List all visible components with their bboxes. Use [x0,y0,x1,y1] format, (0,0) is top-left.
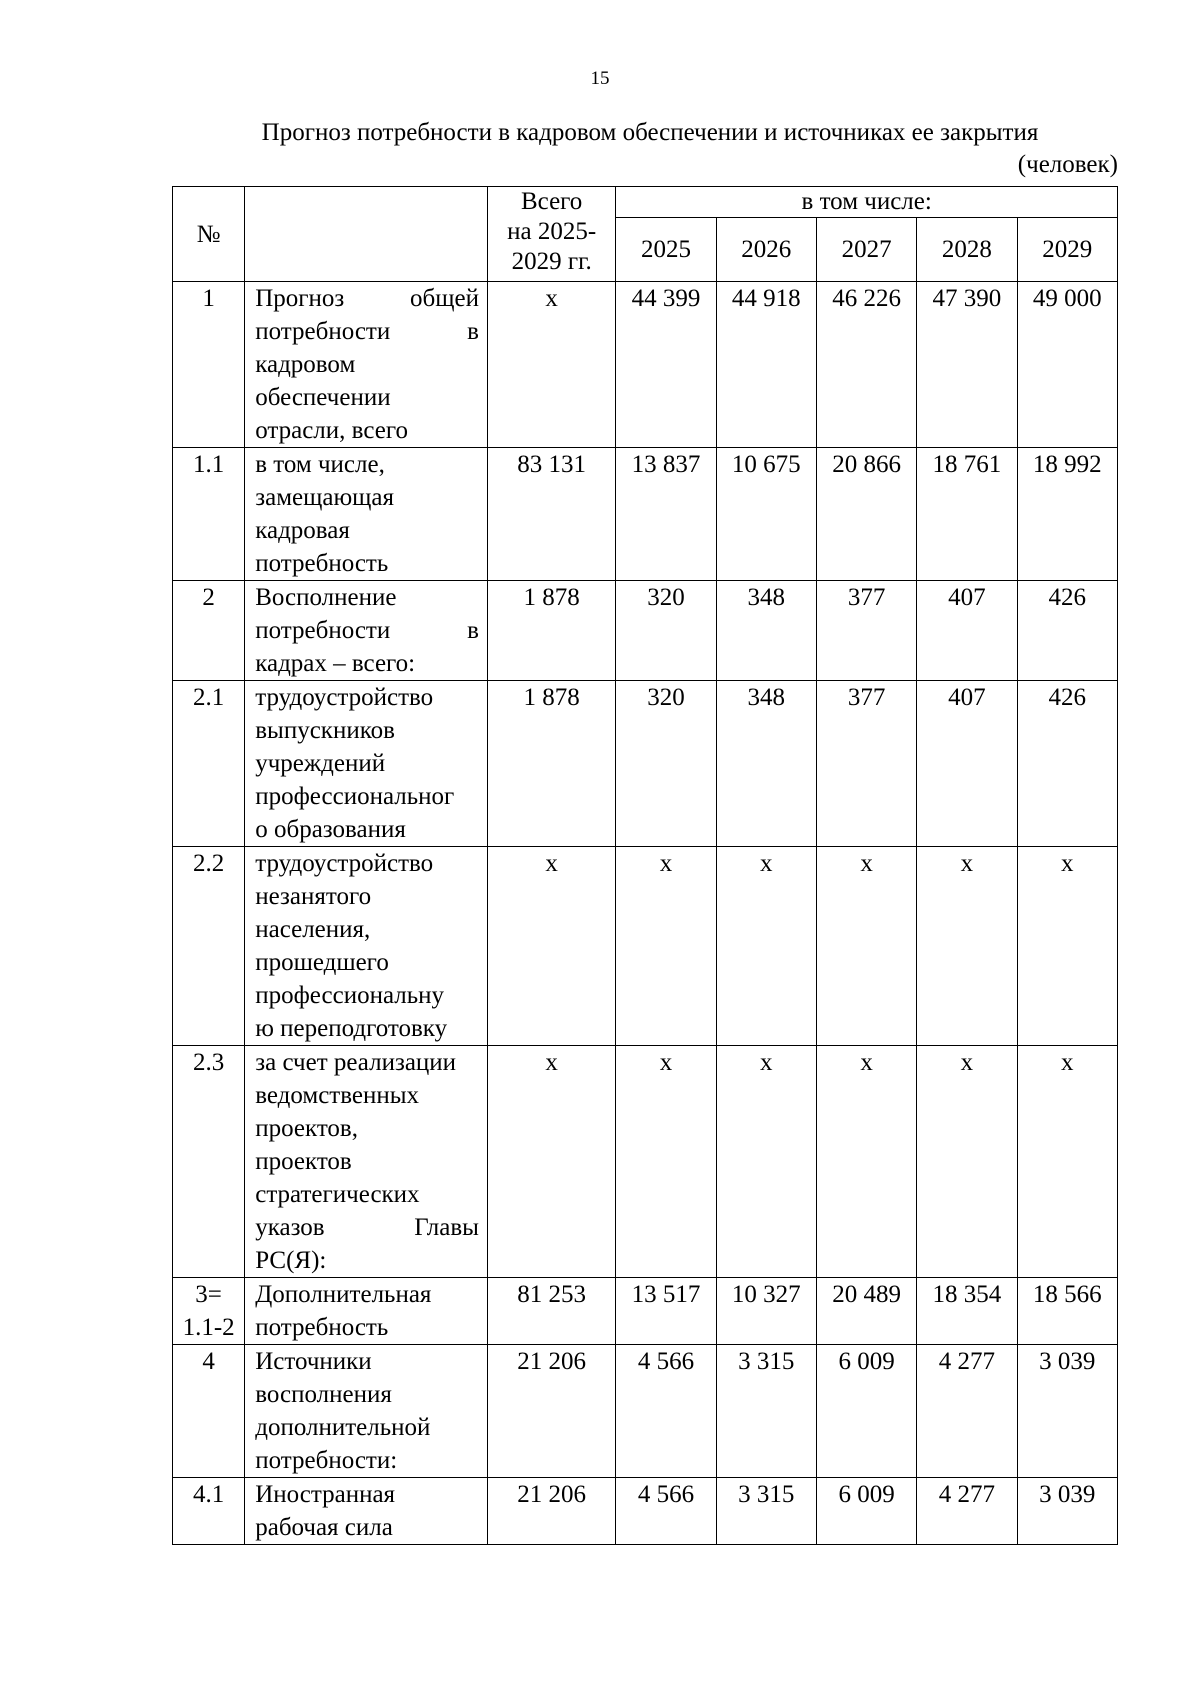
row-value-2027: x [816,847,916,1046]
row-indicator-name [245,847,488,1046]
row-indicator-line: потребность [255,1314,389,1341]
row-indicator-name [245,581,488,681]
row-total-2025-2029: 1 878 [487,581,615,681]
row-value-2026: x [716,847,816,1046]
row-indicator-line: кадровом [255,351,356,378]
row-value-2028: 407 [917,581,1017,681]
row-value-2026: 3 315 [716,1345,816,1478]
header-including: в том числе: [616,187,1118,218]
row-value-2028: 4 277 [917,1478,1017,1545]
row-value-2027: 20 489 [816,1278,916,1345]
row-value-2025: 13 837 [616,448,716,581]
row-indicator-line: проектов [255,1148,352,1175]
row-indicator-name [245,1278,488,1345]
row-number-line: 4 [202,1348,215,1375]
row-value-2029: x [1017,847,1117,1046]
row-value-2026: 10 327 [716,1278,816,1345]
row-indicator-line: восполнения [255,1381,392,1408]
header-year-2026: 2026 [716,218,816,282]
header-year-2029: 2029 [1017,218,1117,282]
row-indicator-line: Восполнение [255,584,397,611]
row-number [173,581,245,681]
row-indicator-line: учреждений [255,750,386,777]
row-indicator-name [245,448,488,581]
row-indicator-line: РС(Я): [255,1247,327,1274]
row-total-2025-2029: 21 206 [487,1478,615,1545]
row-number-line: 2.3 [192,1049,225,1076]
header-name [245,187,488,282]
row-value-2029: 49 000 [1017,282,1117,448]
forecast-table [172,186,1118,1545]
table-row [173,581,1118,681]
row-number [173,1345,245,1478]
table-body [173,282,1118,1545]
header-total [487,187,615,282]
row-indicator-line: стратегических [255,1181,420,1208]
row-indicator-line: Иностранная [255,1481,396,1508]
row-indicator-line: Источники [255,1348,372,1375]
row-value-2028: x [917,1046,1017,1278]
document-title: Прогноз потребности в кадровом обеспечении и источниках ее закрытия [261,119,1039,146]
row-indicator-name [245,1046,488,1278]
header-row [173,187,1118,218]
row-value-2026: x [716,1046,816,1278]
row-value-2028: 407 [917,681,1017,847]
row-number-line: 4.1 [192,1481,225,1508]
row-total-2025-2029: 81 253 [487,1278,615,1345]
row-indicator-line: профессиональног [255,783,455,810]
row-number-line: 1.1-2 [182,1314,235,1341]
row-indicator-line: в том числе, [255,451,385,478]
row-indicator-line: замещающая [255,484,394,511]
row-value-2025: x [616,1046,716,1278]
row-value-2025: 320 [616,581,716,681]
row-value-2029: 426 [1017,681,1117,847]
table-row [173,282,1118,448]
row-value-2028: x [917,847,1017,1046]
row-value-2025: 4 566 [616,1345,716,1478]
row-total-2025-2029: x [487,282,615,448]
header-total-line: Всего [521,188,583,215]
row-indicator-line: рабочая сила [255,1514,393,1541]
unit-label: (человек) [1017,151,1118,178]
header-total-line: 2029 гг. [511,248,592,275]
row-value-2026: 348 [716,581,816,681]
row-total-2025-2029: 1 878 [487,681,615,847]
row-indicator-line: выпускников [255,717,395,744]
row-value-2029: x [1017,1046,1117,1278]
table-header [173,187,1118,282]
row-number-line: 3= [195,1281,222,1308]
table-row [173,847,1118,1046]
row-indicator-line: ю переподготовку [255,1015,448,1042]
table-row [173,1046,1118,1278]
row-indicator-line: трудоустройство [255,850,434,877]
row-value-2028: 47 390 [917,282,1017,448]
row-indicator-line: отрасли, всего [255,417,408,444]
row-value-2027: x [816,1046,916,1278]
row-indicator-name [245,282,488,448]
row-number [173,681,245,847]
row-indicator-line: потребности в [255,318,479,345]
row-value-2027: 377 [816,681,916,847]
row-number [173,1478,245,1545]
row-indicator-name [245,681,488,847]
row-value-2027: 6 009 [816,1478,916,1545]
row-indicator-line: указов Главы [255,1214,479,1241]
header-year-2028: 2028 [917,218,1017,282]
row-value-2026: 44 918 [716,282,816,448]
row-indicator-line: Прогноз общей [255,285,479,312]
row-value-2026: 10 675 [716,448,816,581]
row-indicator-line: кадрах – всего: [255,650,416,677]
row-indicator-line: профессиональну [255,982,445,1009]
row-number [173,1278,245,1345]
row-indicator-line: потребности: [255,1447,398,1474]
row-indicator-line: Дополнительная [255,1281,432,1308]
row-indicator-line: трудоустройство [255,684,434,711]
row-value-2025: 320 [616,681,716,847]
row-indicator-line: незанятого [255,883,372,910]
row-indicator-name [245,1345,488,1478]
row-number-line: 1.1 [192,451,225,478]
table-row [173,1345,1118,1478]
row-indicator-line: населения, [255,916,371,943]
row-total-2025-2029: x [487,847,615,1046]
row-indicator-line: обеспечении [255,384,391,411]
row-value-2027: 377 [816,581,916,681]
table-row [173,1278,1118,1345]
row-value-2025: 44 399 [616,282,716,448]
row-number [173,847,245,1046]
table-row [173,448,1118,581]
row-value-2027: 6 009 [816,1345,916,1478]
row-value-2028: 18 354 [917,1278,1017,1345]
row-value-2025: x [616,847,716,1046]
row-indicator-line: проектов, [255,1115,358,1142]
row-indicator-line: за счет реализации [255,1049,457,1076]
row-value-2026: 3 315 [716,1478,816,1545]
row-number-line: 2 [202,584,215,611]
row-number-line: 1 [202,285,215,312]
row-number-line: 2.2 [192,850,225,877]
header-number: № [173,187,245,282]
row-indicator-line: о образования [255,816,406,843]
row-indicator-line: кадровая [255,517,350,544]
row-number [173,448,245,581]
row-indicator-line: дополнительной [255,1414,431,1441]
row-total-2025-2029: 83 131 [487,448,615,581]
header-year-2027: 2027 [816,218,916,282]
row-indicator-line: ведомственных [255,1082,420,1109]
row-indicator-line: потребность [255,550,389,577]
row-total-2025-2029: x [487,1046,615,1278]
row-number [173,282,245,448]
row-value-2025: 4 566 [616,1478,716,1545]
row-value-2027: 46 226 [816,282,916,448]
row-value-2028: 18 761 [917,448,1017,581]
row-value-2029: 3 039 [1017,1478,1117,1545]
row-number [173,1046,245,1278]
header-year-2025: 2025 [616,218,716,282]
row-value-2029: 18 992 [1017,448,1117,581]
row-indicator-name [245,1478,488,1545]
page-number: 15 [590,68,610,89]
row-value-2028: 4 277 [917,1345,1017,1478]
row-value-2026: 348 [716,681,816,847]
header-total-line: на 2025- [507,218,597,245]
row-indicator-line: потребности в [255,617,479,644]
row-value-2029: 426 [1017,581,1117,681]
row-value-2029: 18 566 [1017,1278,1117,1345]
row-value-2025: 13 517 [616,1278,716,1345]
row-indicator-line: прошедшего [255,949,389,976]
row-value-2029: 3 039 [1017,1345,1117,1478]
table-row [173,681,1118,847]
row-value-2027: 20 866 [816,448,916,581]
table-row [173,1478,1118,1545]
row-total-2025-2029: 21 206 [487,1345,615,1478]
row-number-line: 2.1 [192,684,225,711]
